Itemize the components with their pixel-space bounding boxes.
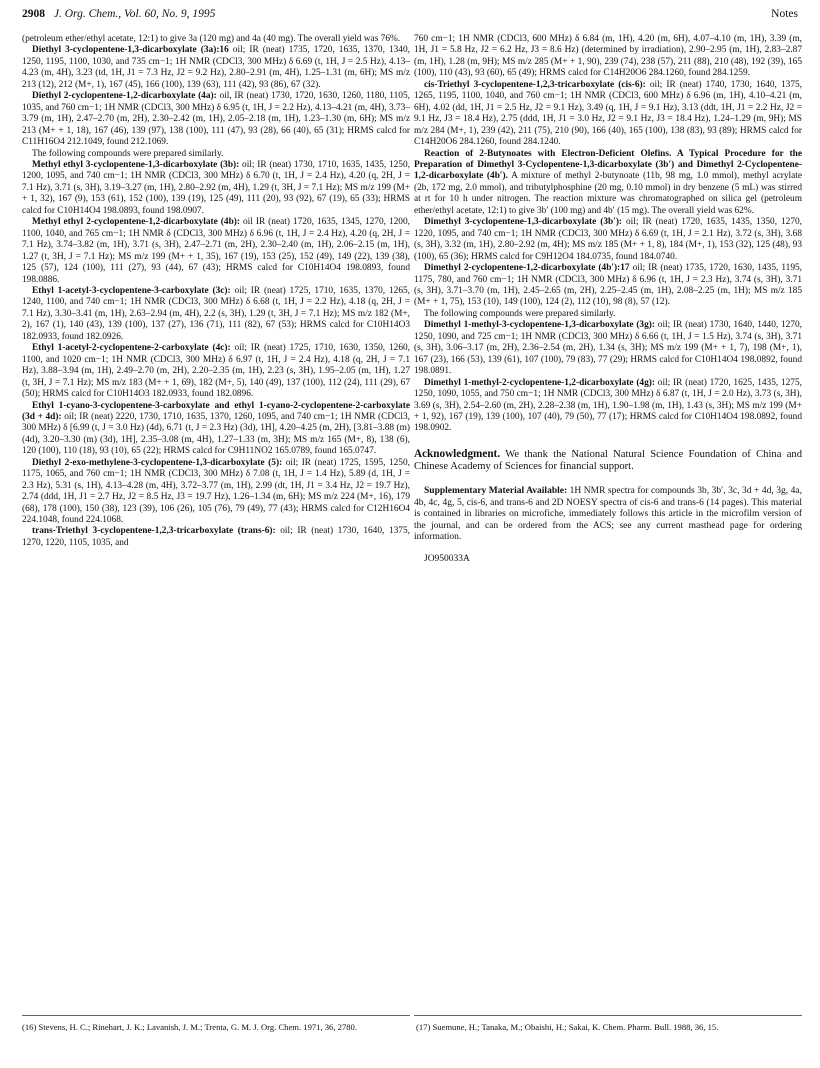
entry-heading: Methyl ethyl 3-cyclopentene-1,3-dicarboxylate (3b): — [32, 159, 240, 170]
compound-entry — [22, 286, 410, 343]
entry-text: oil; IR (neat) 1725, 1595, 1250, 1175, 1065, and 760 cm−1; 1H NMR (CDCl3, 300 MHz) δ 7.08 (t, 1H, J = 1.4 Hz), 5.89 (d, 1H, J = 2.3 Hz), 5.31 (s, 1H), 4.13–4.28 (m, 4H), 3.72–3.77 (m, 1H), 2.99 (dt, 1H, J1 = 3.4 Hz, J2 = 19.7 Hz), 2.74 (ddd, 1H, J1 = 2.7 Hz, J2 = 8.5 Hz, J3 = 19.7 Hz), 1.26–1.34 (m, 6H); MS m/z 224 (M+, 16), 179 (68), 178 (100), 150 (38), 123 (39), 106 (26), 105 (76), 79 (49), 77 (43); HRMS calcd for C12H16O4 224.1048, found 224.1068. — [22, 457, 410, 526]
entry-heading: Methyl ethyl 2-cyclopentene-1,2-dicarboxylate (4b): — [32, 217, 240, 228]
entry-text: The following compounds were prepared similarly. — [32, 148, 224, 159]
compound-entry — [22, 343, 410, 400]
footnote-16: (16) Stevens, H. C.; Rinehart, J. K.; Lavanish, J. M.; Trenta, G. M. J. Org. Chem. 1971, 36, 2780. — [22, 1022, 357, 1032]
journal-citation: J. Org. Chem., Vol. 60, No. 9, 1995 — [53, 8, 216, 20]
entry-heading: Dimethyl 1-methyl-2-cyclopentene-1,2-dicarboxylate (4g): — [424, 377, 656, 388]
right-column — [414, 34, 802, 565]
compound-entry — [22, 217, 410, 286]
entry-text: A mixture of methyl 2-butynoate (11b, 98 mg, 1.0 mmol), methyl acrylate (2b, 172 mg, 2.0 mmol), and tributylphosphine (20 mg, 0.10 mmol) in dry benzene (5 mL) was stirred at rt for 10 h under nitrogen. The reaction mixture was chromatographed on silica gel (petroleum ether/ethyl acetate, 12:1) to give 3b′ (100 mg) and 4b′ (15 mg). The overall yield was 62%. — [414, 171, 802, 216]
right-column-entries — [414, 34, 802, 435]
entry-text: oil; IR (neat) 1725, 1710, 1630, 1350, 1260, 1100, and 1020 cm−1; 1H NMR (CDCl3, 300 MHz) δ 6.97 (t, 1H, J = 2.4 Hz), 4.18 (q, 2H, J = 7.1 Hz), 3.88–3.94 (m, 1H), 2.49–2.70 (m, 2H), 2.20–2.35 (m, 1H), 2.23 (s, 3H), 1.95–2.05 (m, 1H), 1.27 (t, 3H, J = 7.1 Hz); MS m/z 183 (M+ + 1, 69), 182 (M+, 5), 140 (49), 137 (100), 112 (24), 111 (29), 67 (50); HRMS calcd for C10H14O3 182.0933, found 182.0896. — [22, 343, 410, 400]
compound-entry — [414, 263, 802, 309]
entry-heading: Dimethyl 2-cyclopentene-1,2-dicarboxylate (4b′):17 — [424, 263, 630, 274]
entry-text: The following compounds were prepared similarly. — [424, 308, 616, 319]
entry-text: oil; IR (neat) 1735, 1720, 1635, 1370, 1340, 1250, 1195, 1100, 1030, and 735 cm−1; 1H NMR (CDCl3, 300 MHz) δ 6.69 (t, 1H, J = 2.5 Hz), 4.13–4.23 (m, 4H), 3.23 (td, 1H, J1 = 7.3 Hz, J2 = 9.2 Hz), 2.80–2.91 (m, 4H), 1.25–1.31 (m, 6H); MS m/z 213 (12), 212 (M+, 1), 167 (45), 166 (100), 139 (63), 111 (42), 93 (86), 67 (32). — [22, 45, 410, 90]
entry-text: oil; IR (neat) 1720, 1635, 1435, 1350, 1270, 1220, 1095, and 740 cm−1; 1H NMR (CDCl3, 300 MHz) δ 6.69 (t, 1H, J = 2.1 Hz), 3.72 (s, 3H), 3.68 (s, 3H), 3.32 (m, 1H), 2.80–2.92 (m, 4H); MS m/z 185 (M+ + 1, 8), 184 (M+, 1), 153 (32), 125 (48), 93 (100), 65 (36); HRMS calcd for C9H12O4 184.0735, found 184.0740. — [414, 217, 802, 262]
entry-text: oil; IR (neat) 1730, 1710, 1635, 1435, 1250, 1200, 1095, and 740 cm−1; 1H NMR (CDCl3, 300 MHz) δ 6.70 (t, 1H, J = 2.4 Hz), 4.20 (q, 2H, J = 7.1 Hz), 3.71 (s, 3H), 3.19–3.27 (m, 1H), 2.80–2.92 (m, 4H), 1.29 (t, 3H, J = 7.1 Hz); MS m/z 199 (M+ + 1, 32), 167 (9), 153 (61), 152 (100), 139 (19), 125 (49), 111 (20), 93 (92), 67 (19), 65 (33); HRMS calcd for C10H14O4 198.0893, found 198.0907. — [22, 159, 410, 216]
entry-heading: Ethyl 1-acetyl-3-cyclopentene-3-carboxylate (3c): — [32, 285, 231, 296]
entry-text: oil; IR (neat) 1730, 1640, 1440, 1270, 1250, 1090, and 725 cm−1; 1H NMR (CDCl3, 300 MHz) δ 6.66 (t, 1H, J = 1.5 Hz), 3.74 (s, 3H), 3.71 (s, 3H), 3.06–3.17 (m, 2H), 2.36–2.54 (m, 2H), 1.34 (s, 3H); MS m/z 199 (M+ + 1, 7), 198 (M+, 1), 167 (23), 166 (53), 139 (61), 107 (100), 79 (83), 77 (29); HRMS calcd for C10H14O4 198.0892, found 198.0891. — [414, 320, 802, 377]
compound-entry — [22, 401, 410, 458]
entry-heading: Dimethyl 3-cyclopentene-1,3-dicarboxylate (3b′): — [424, 217, 623, 228]
footnote-17: (17) Suemune, H.; Tanaka, M.; Obaishi, H.; Sakai, K. Chem. Pharm. Bull. 1988, 36, 15. — [416, 1022, 719, 1032]
entry-text: (petroleum ether/ethyl acetate, 12:1) to give 3a (120 mg) and 4a (40 mg). The overall yield was 76%. — [22, 34, 401, 44]
entry-text: oil IR (neat) 1720, 1635, 1345, 1270, 1200, 1100, 1040, and 765 cm−1; 1H NMR δ (CDCl3, 300 MHz) δ 6.96 (t, 1H, J = 2.4 Hz), 4.20 (q, 2H, J = 7.1 Hz), 3.74–3.82 (m, 1H), 3.71 (s, 3H), 2.47–2.71 (m, 2H), 2.30–2.40 (m, 1H), 2.06–2.15 (m, 1H), 1.27 (t, 3H, J = 7.1 Hz); MS m/z 199 (M+ + 1, 35), 167 (19), 153 (25), 152 (49), 149 (22), 139 (38), 125 (57), 124 (100), 111 (27), 93 (44), 67 (43); HRMS calcd for C10H14O4 198.0893, found 198.0886. — [22, 217, 410, 285]
entry-heading: Diethyl 3-cyclopentene-1,3-dicarboxylate (3a):16 — [32, 45, 229, 56]
compound-entry — [22, 160, 410, 217]
entry-text: oil; IR (neat) 1720, 1625, 1435, 1275, 1250, 1090, 1055, and 750 cm−1; 1H NMR (CDCl3, 300 MHz) δ 6.87 (t, 1H, J = 2.0 Hz), 3.73 (s, 3H), 3.69 (s, 3H), 2.54–2.60 (m, 2H), 2.28–2.38 (m, 1H), 1.90–1.98 (m, 1H), 1.43 (s, 3H); MS m/z 199 (M+ + 1, 92), 167 (19), 139 (100), 107 (40), 79 (50), 77 (17); HRMS calcd for C10H14O4 198.0892, found 198.0902. — [414, 377, 802, 434]
supplementary-text: 1H NMR spectra for compounds 3b, 3b′, 3c, 3d + 4d, 3g, 4a, 4b, 4c, 4g, 5, cis-6, and trans-6 and 2D NOESY spectra of cis-6 and trans-6 (14 pages). This material is contained in libraries on microfiche, immediately follows this article in the microfilm version of the journal, and can be ordered from the ACS; see any current masthead page for ordering information. — [414, 486, 802, 543]
entry-heading: trans-Triethyl 3-cyclopentene-1,2,3-tricarboxylate (trans-6): — [32, 526, 276, 537]
compound-entry — [22, 91, 410, 148]
compound-entry — [22, 45, 410, 91]
manuscript-code: JO950033A — [424, 554, 470, 565]
compound-entry — [414, 217, 802, 263]
entry-heading: Ethyl 1-acetyl-2-cyclopentene-2-carboxylate (4c): — [32, 343, 231, 354]
compound-entry — [22, 458, 410, 527]
entry-text: oil, IR (neat) 1730, 1720, 1630, 1260, 1180, 1105, 1035, and 760 cm−1; 1H NMR (CDCl3, 300 MHz) δ 6.95 (t, 1H, J = 2.2 Hz), 4.13–4.21 (m, 4H), 3.73–3.79 (m, 1H), 2.47–2.70 (m, 2H), 2.30–2.42 (m, 1H), 2.05–2.18 (m, 1H), 1.23–1.30 (m, 6H); MS m/z 213 (M+ + 1, 18), 167 (46), 139 (97), 138 (100), 111 (47), 93 (28), 66 (40), 65 (31); HRMS calcd for C11H16O4 212.1049, found 212.1069. — [22, 91, 410, 148]
entry-text: oil; IR (neat) 1730, 1640, 1375, 1270, 1220, 1105, 1035, and — [22, 526, 410, 548]
footnote-rule-right — [414, 1015, 802, 1016]
entry-text: oil; IR (neat) 2220, 1730, 1710, 1635, 1370, 1260, 1095, and 740 cm−1; 1H NMR (CDCl3, 300 MHz) δ [6.99 (t, J = 3.0 Hz) (4d), 6.71 (t, J = 2.3 Hz) (3d), 1H], 4.20–4.25 (m, 2H), [3.81–3.88 (m) (4d), 3.20–3.30 (m) (3d), 1H], 2.35–3.08 (m, 4H), 1.27–1.33 (m, 3H); MS m/z 165 (M+, 8), 138 (6), 120 (100), 110 (18), 93 (10), 65 (22); HRMS calcd for C9H11NO2 165.0789, found 165.0747. — [22, 411, 410, 457]
acknowledgment — [414, 448, 802, 474]
compound-entry — [22, 526, 410, 549]
compound-entry — [22, 34, 410, 45]
compound-entry — [22, 149, 410, 160]
acknowledgment-heading: Acknowledgment. — [414, 447, 501, 460]
entry-heading: Diethyl 2-cyclopentene-1,2-dicarboxylate (4a): — [32, 91, 217, 102]
entry-text: 760 cm−1; 1H NMR (CDCl3, 600 MHz) δ 6.84 (m, 1H), 4.20 (m, 6H), 4.07–4.10 (m, 1H), 3.39 (m, 1H, J1 = 5.8 Hz, J2 = 6.2 Hz, J3 = 8.6 Hz) (determined by irradiation), 2.90–2.95 (m, 1H), 2.83–2.87 (m, 1H), 1.28 (m, 9H); MS m/z 285 (M+ + 1, 90), 239 (74), 238 (57), 211 (88), 210 (48), 192 (39), 165 (100), 110 (43), 93 (60), 65 (49); HRMS calcd for C14H20O6 284.1260, found 284.1259. — [414, 34, 802, 79]
entry-text: oil; IR (neat) 1735, 1720, 1630, 1435, 1195, 1175, 780, and 760 cm−1; 1H NMR (CDCl3, 300 MHz) δ 6.96 (t, 1H, J = 2.3 Hz), 3.74 (s, 3H), 3.71 (s, 3H), 3.71–3.70 (m, 1H), 2.45–2.65 (m, 2H), 2.25–2.45 (m, 1H), 2.08–2.25 (m, 1H); MS m/z 185 (M+ + 1, 75), 153 (10), 149 (100), 124 (2), 112 (10), 98 (8), 57 (12). — [414, 263, 803, 308]
entry-heading: Ethyl 1-cyano-3-cyclopentene-3-carboxylate and ethyl 1-cyano-2-cyclopentene-2-carboxylate (3d + 4d): — [22, 400, 410, 422]
page-number: 2908 — [22, 8, 45, 20]
compound-entry — [414, 309, 802, 320]
left-column — [22, 34, 410, 549]
entry-heading: cis-Triethyl 3-cyclopentene-1,2,3-tricarboxylate (cis-6): — [424, 79, 646, 90]
compound-entry — [414, 320, 802, 377]
supplementary-heading: Supplementary Material Available: — [424, 486, 568, 497]
acknowledgment-text: We thank the National Natural Science Foundation of China and Chinese Academy of Sciences for financial support. — [414, 448, 802, 473]
section-label: Notes — [771, 8, 798, 20]
compound-entry — [414, 34, 802, 80]
entry-text: oil; IR (neat) 1725, 1710, 1635, 1370, 1265, 1240, 1100, and 740 cm−1; 1H NMR (CDCl3, 300 MHz) δ 6.68 (t, 1H, J = 2.2 Hz), 4.18 (q, 2H, J = 7.1 Hz), 3.30–3.41 (m, 1H), 2.63–2.94 (m, 4H), 2.2 (s, 3H), 1.29 (t, 3H, J = 7.1 Hz); MS m/z 182 (M+, 2), 167 (1), 140 (43), 139 (100), 137 (27), 136 (71), 111 (82), 67 (53); HRMS calcd for C10H14O3 182.0933, found 182.0926. — [22, 285, 410, 342]
entry-heading: Reaction of 2-Butynoates with Electron-Deficient Olefins. A Typical Procedure for the Preparation of Dimethyl 3-Cyclopentene-1,3-dicarboxylate (3b′) and Dimethyl 2-Cyclopentene-1,2-dicarboxylate (4b′). — [414, 148, 802, 182]
entry-heading: Dimethyl 1-methyl-3-cyclopentene-1,3-dicarboxylate (3g): — [424, 320, 656, 331]
running-header — [22, 8, 798, 26]
entry-text: oil; IR (neat) 1740, 1730, 1640, 1375, 1265, 1195, 1100, 1040, and 760 cm−1; 1H NMR (CDCl3, 600 MHz) δ 6.96 (m, 1H), 4.10–4.21 (m, 6H), 4.02 (dd, 1H, J1 = 2.5 Hz, J2 = 9.1 Hz), 3.49 (q, 1H, J = 9.1 Hz), 3.13 (ddt, 1H, J1 = 2.2 Hz, J2 = 9.1 Hz, J3 = 18.4 Hz), 2.75 (ddd, 1H, J1 = 3.0 Hz, J2 = 9.1 Hz, J3 = 18.4 Hz), 1.24–1.29 (m, 9H); MS m/z 284 (M+, 1), 239 (42), 211 (75), 210 (90), 166 (40), 165 (100), 138 (83), 93 (89); HRMS calcd for C14H20O6 284.1260, found 284.1240. — [414, 79, 802, 148]
compound-entry — [414, 378, 802, 435]
compound-entry — [414, 80, 802, 149]
footnote-rule-left — [22, 1015, 410, 1016]
compound-entry — [414, 149, 802, 218]
entry-heading: Diethyl 2-exo-methylene-3-cyclopentene-1,3-dicarboxylate (5): — [32, 457, 283, 468]
supplementary-material — [414, 486, 802, 544]
